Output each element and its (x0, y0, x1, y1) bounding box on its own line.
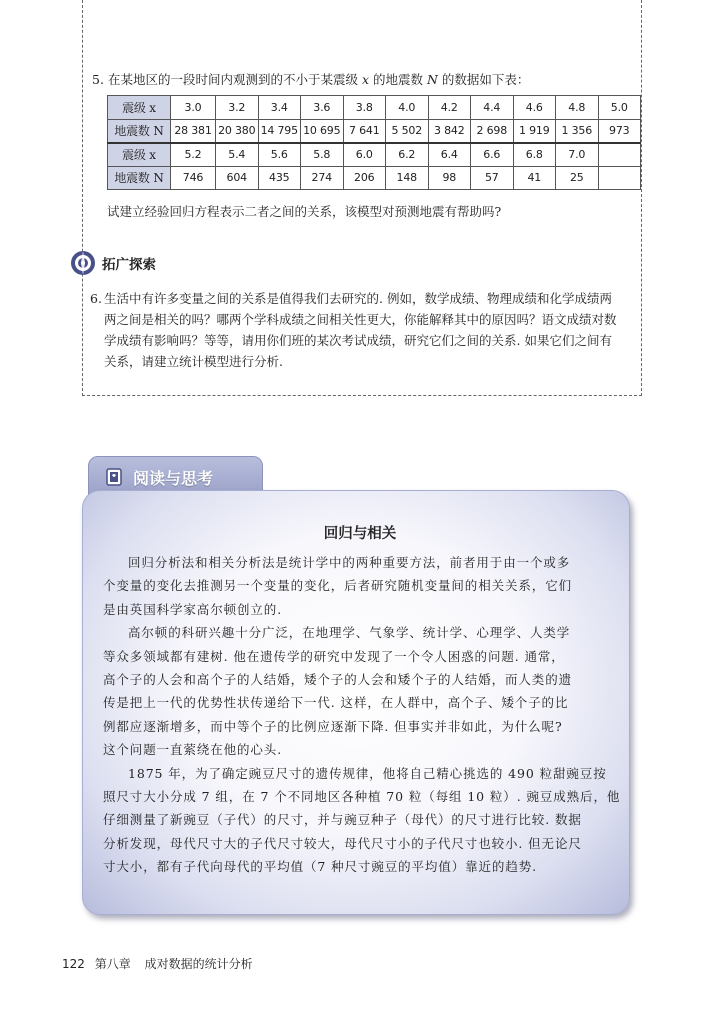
table-row-header: 地震数 N (108, 119, 171, 143)
reading-line: 分析发现，母代尺寸大的子代尺寸较大，母代尺寸小的子代尺寸也较小. 但无论尺 (103, 835, 582, 851)
table-cell: 435 (258, 166, 301, 190)
table-cell: 6.2 (386, 143, 429, 167)
table-cell: 7 641 (343, 119, 386, 143)
reading-body (103, 551, 621, 879)
table-cell: 6.4 (428, 143, 471, 167)
chapter-title: 成对数据的统计分析 (144, 957, 253, 971)
table-cell: 148 (386, 166, 429, 190)
reading-line: 寸大小，都有子代向母代的平均值（7 种尺寸豌豆的平均值）靠近的趋势. (103, 859, 538, 875)
exercise-6-line: 两之间是相关的吗？哪两个学科成绩之间相关性更大，你能解释其中的原因吗？语文成绩对数 (104, 312, 617, 327)
table-cell: 5.0 (598, 96, 641, 120)
table-cell: 746 (171, 166, 216, 190)
table-cell: 20 380 (216, 119, 259, 143)
exercise-6 (90, 288, 635, 372)
table-cell: 3.6 (301, 96, 344, 120)
exercise-6-line: 学成绩有影响吗？等等，请用你们班的某次考试成绩，研究它们之间的关系. 如果它们之间有 (104, 333, 612, 348)
reading-title: 回归与相关 (323, 526, 397, 542)
table-cell (598, 143, 641, 167)
earthquake-data-table (107, 95, 641, 190)
magnitude-row (108, 96, 641, 120)
exercise-number: 6. (90, 291, 102, 306)
table-row-header: 震级 x (108, 143, 171, 167)
table-cell (598, 166, 641, 190)
reading-line: 1875 年，为了确定豌豆尺寸的遗传规律，他将自己精心挑选的 490 粒甜豌豆按 (128, 765, 607, 781)
table-cell: 1 919 (513, 119, 556, 143)
reading-line: 个变量的变化去推测另一个变量的变化，后者研究随机变量间的相关关系，它们 (103, 578, 573, 594)
table-cell: 2 698 (471, 119, 514, 143)
table-cell: 25 (556, 166, 599, 190)
page-number: 122 (62, 957, 85, 971)
chapter-label: 第八章 (94, 957, 131, 971)
table-cell: 7.0 (556, 143, 599, 167)
table-row-header: 震级 x (108, 96, 171, 120)
reading-line: 高尔顿的科研兴趣十分广泛，在地理学、气象学、统计学、心理学、人类学 (128, 625, 571, 641)
reading-line: 高个子的人会和高个子的人结婚，矮个子的人会和矮个子的人结婚，而人类的遗 (103, 672, 573, 688)
table-cell: 5 502 (386, 119, 429, 143)
table-cell: 4.8 (556, 96, 599, 120)
table-cell: 604 (216, 166, 259, 190)
table-cell: 6.6 (471, 143, 514, 167)
table-cell: 3.0 (171, 96, 216, 120)
reading-tab-label: 阅读与思考 (133, 468, 214, 488)
table-cell: 28 381 (171, 119, 216, 143)
table-cell: 98 (428, 166, 471, 190)
reading-line: 是由英国科学家高尔顿创立的. (103, 601, 283, 617)
count-row (108, 166, 641, 190)
reading-line: 等众多领域都有建树. 他在遗传学的研究中发现了一个令人困惑的问题. 通常， (103, 648, 565, 664)
exercise-5-prompt: 5. 在某地区的一段时间内观测到的不小于某震级 x 的地震数 N 的数据如下表： (92, 72, 530, 87)
reading-line: 这个问题一直萦绕在他的心头. (103, 742, 283, 758)
table-cell: 3.8 (343, 96, 386, 120)
exercise-5-question: 试建立经验回归方程表示二者之间的关系，该模型对预测地震有帮助吗? (107, 204, 502, 219)
table-cell: 4.6 (513, 96, 556, 120)
table-cell: 274 (301, 166, 344, 190)
reading-line: 照尺寸大小分成 7 组，在 7 个不同地区各种植 70 粒（每组 10 粒）. 豌豆成熟后，他 (103, 789, 621, 805)
magnitude-row (108, 143, 641, 167)
table-cell: 5.2 (171, 143, 216, 167)
table-cell: 41 (513, 166, 556, 190)
table-cell: 1 356 (556, 119, 599, 143)
page-footer (62, 955, 253, 972)
explore-icon (70, 250, 96, 276)
explore-title: 拓广探索 (102, 257, 156, 273)
exercise-number: 5. (92, 72, 104, 87)
table-cell: 973 (598, 119, 641, 143)
table-cell: 4.4 (471, 96, 514, 120)
book-icon (105, 467, 125, 487)
table-cell: 5.8 (301, 143, 344, 167)
table-cell: 3.4 (258, 96, 301, 120)
count-row (108, 119, 641, 143)
reading-line: 仔细测量了新豌豆（子代）的尺寸，并与豌豆种子（母代）的尺寸进行比较. 数据 (103, 812, 582, 828)
table-cell: 14 795 (258, 119, 301, 143)
exercise-6-line: 关系，请建立统计模型进行分析. (104, 354, 283, 369)
table-cell: 5.6 (258, 143, 301, 167)
table-cell: 6.8 (513, 143, 556, 167)
table-row-header: 地震数 N (108, 166, 171, 190)
table-cell: 206 (343, 166, 386, 190)
table-cell: 4.2 (428, 96, 471, 120)
exercise-6-line: 生活中有许多变量之间的关系是值得我们去研究的. 例如，数学成绩、物理成绩和化学成绩两 (104, 291, 612, 306)
table-cell: 4.0 (386, 96, 429, 120)
table-cell: 10 695 (301, 119, 344, 143)
reading-line: 回归分析法和相关分析法是统计学中的两种重要方法，前者用于由一个或多 (128, 555, 571, 570)
reading-line: 传是把上一代的优势性状传递给下一代. 这样，在人群中，高个子、矮个子的比 (103, 695, 569, 711)
table-cell: 5.4 (216, 143, 259, 167)
explore-section-header (70, 250, 156, 276)
table-cell: 3.2 (216, 96, 259, 120)
table-cell: 3 842 (428, 119, 471, 143)
table-cell: 57 (471, 166, 514, 190)
reading-line: 例都应逐渐增多，而中等个子的比例应逐渐下降. 但事实并非如此，为什么呢? (103, 718, 563, 734)
table-cell: 6.0 (343, 143, 386, 167)
